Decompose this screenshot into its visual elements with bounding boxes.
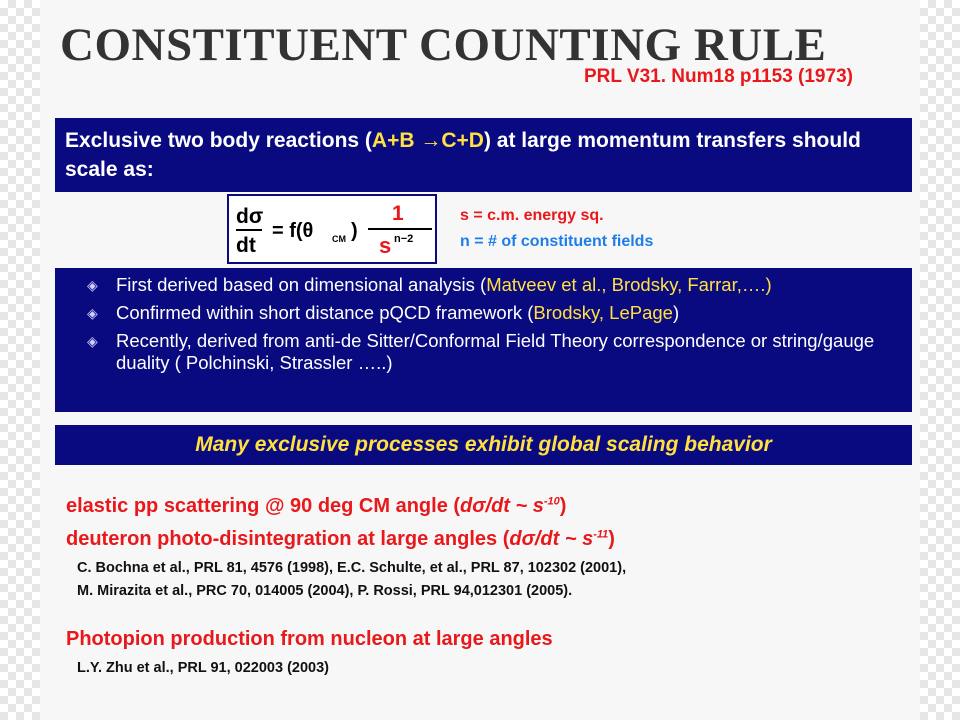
formula-exponent: n−2 <box>394 233 414 245</box>
bullet-names: Brodsky, LePage <box>533 302 673 323</box>
bullet-text: Confirmed within short distance pQCD framework ( <box>116 302 534 323</box>
reaction-a: A+B <box>371 129 421 152</box>
list-item <box>83 302 902 324</box>
deuteron-line <box>66 528 615 551</box>
formula-denominator: s <box>379 233 392 258</box>
bullet-text: First derived based on dimensional analysis ( <box>116 274 487 295</box>
deuteron-equation: dσ/dt ~ s <box>509 528 594 550</box>
scaling-banner: Many exclusive processes exhibit global scaling behavior <box>55 425 912 465</box>
bullet-end: ) <box>765 274 772 295</box>
right-border-pattern <box>920 0 960 720</box>
formula-cm-subscript: CM <box>332 234 346 244</box>
reaction-b: C+D <box>441 129 484 152</box>
statement-box <box>55 118 912 192</box>
pp-close: ) <box>559 495 567 517</box>
deuteron-exponent: -11 <box>593 528 609 541</box>
diamond-bullet-icon: ◈ <box>87 277 98 293</box>
pp-exponent: -10 <box>543 495 560 508</box>
citation: PRL V31. Num18 p1153 (1973) <box>584 66 853 87</box>
scaling-formula <box>232 199 432 259</box>
derivation-box <box>55 268 912 412</box>
formula-close-paren: ) <box>351 220 358 242</box>
reference-line-2: M. Mirazita et al., PRC 70, 014005 (2004), P. Rossi, PRL 94,012301 (2005). <box>77 583 573 599</box>
bullet-text: Recently, derived from anti-de Sitter/Conformal Field Theory correspondence or string/gauge duality ( Polchinski, Strassler …..) <box>116 330 875 373</box>
formula-dsigma: dσ <box>236 205 264 228</box>
deuteron-close: ) <box>608 528 615 550</box>
list-item <box>83 274 902 296</box>
formula-equals: = f(θ <box>272 220 314 242</box>
reference-line-3: L.Y. Zhu et al., PRL 91, 022003 (2003) <box>77 660 329 676</box>
formula-box <box>227 194 437 264</box>
pp-equation: dσ/dt ~ s <box>460 495 544 517</box>
diamond-bullet-icon: ◈ <box>87 305 98 321</box>
diamond-bullet-icon: ◈ <box>87 333 98 349</box>
note-s-definition: s = c.m. energy sq. <box>460 207 604 224</box>
pp-scattering-line <box>66 495 566 518</box>
note-n-definition: n = # of constituent fields <box>460 233 654 250</box>
bullet-names: Matveev et al., Brodsky, Farrar,…. <box>486 274 766 295</box>
list-item <box>83 330 902 374</box>
photopion-line: Photopion production from nucleon at large angles <box>66 628 553 650</box>
bullet-end: ) <box>672 302 680 323</box>
reference-line-1: C. Bochna et al., PRL 81, 4576 (1998), E.C. Schulte, et al., PRL 87, 102302 (2001), <box>77 560 627 576</box>
statement-text-b: ) at large momentum transfers should scale as: <box>65 129 861 181</box>
deuteron-text: deuteron photo-disintegration at large angles ( <box>66 528 510 550</box>
statement-text-a: Exclusive two body reactions ( <box>65 129 372 152</box>
arrow-icon: → <box>420 129 442 152</box>
left-border-pattern <box>0 0 40 720</box>
formula-notes <box>460 203 653 255</box>
formula-dt: dt <box>236 234 256 257</box>
pp-text: elastic pp scattering @ 90 deg CM angle ( <box>66 495 461 517</box>
formula-numerator: 1 <box>392 202 404 225</box>
slide-title: CONSTITUENT COUNTING RULE <box>60 19 827 71</box>
